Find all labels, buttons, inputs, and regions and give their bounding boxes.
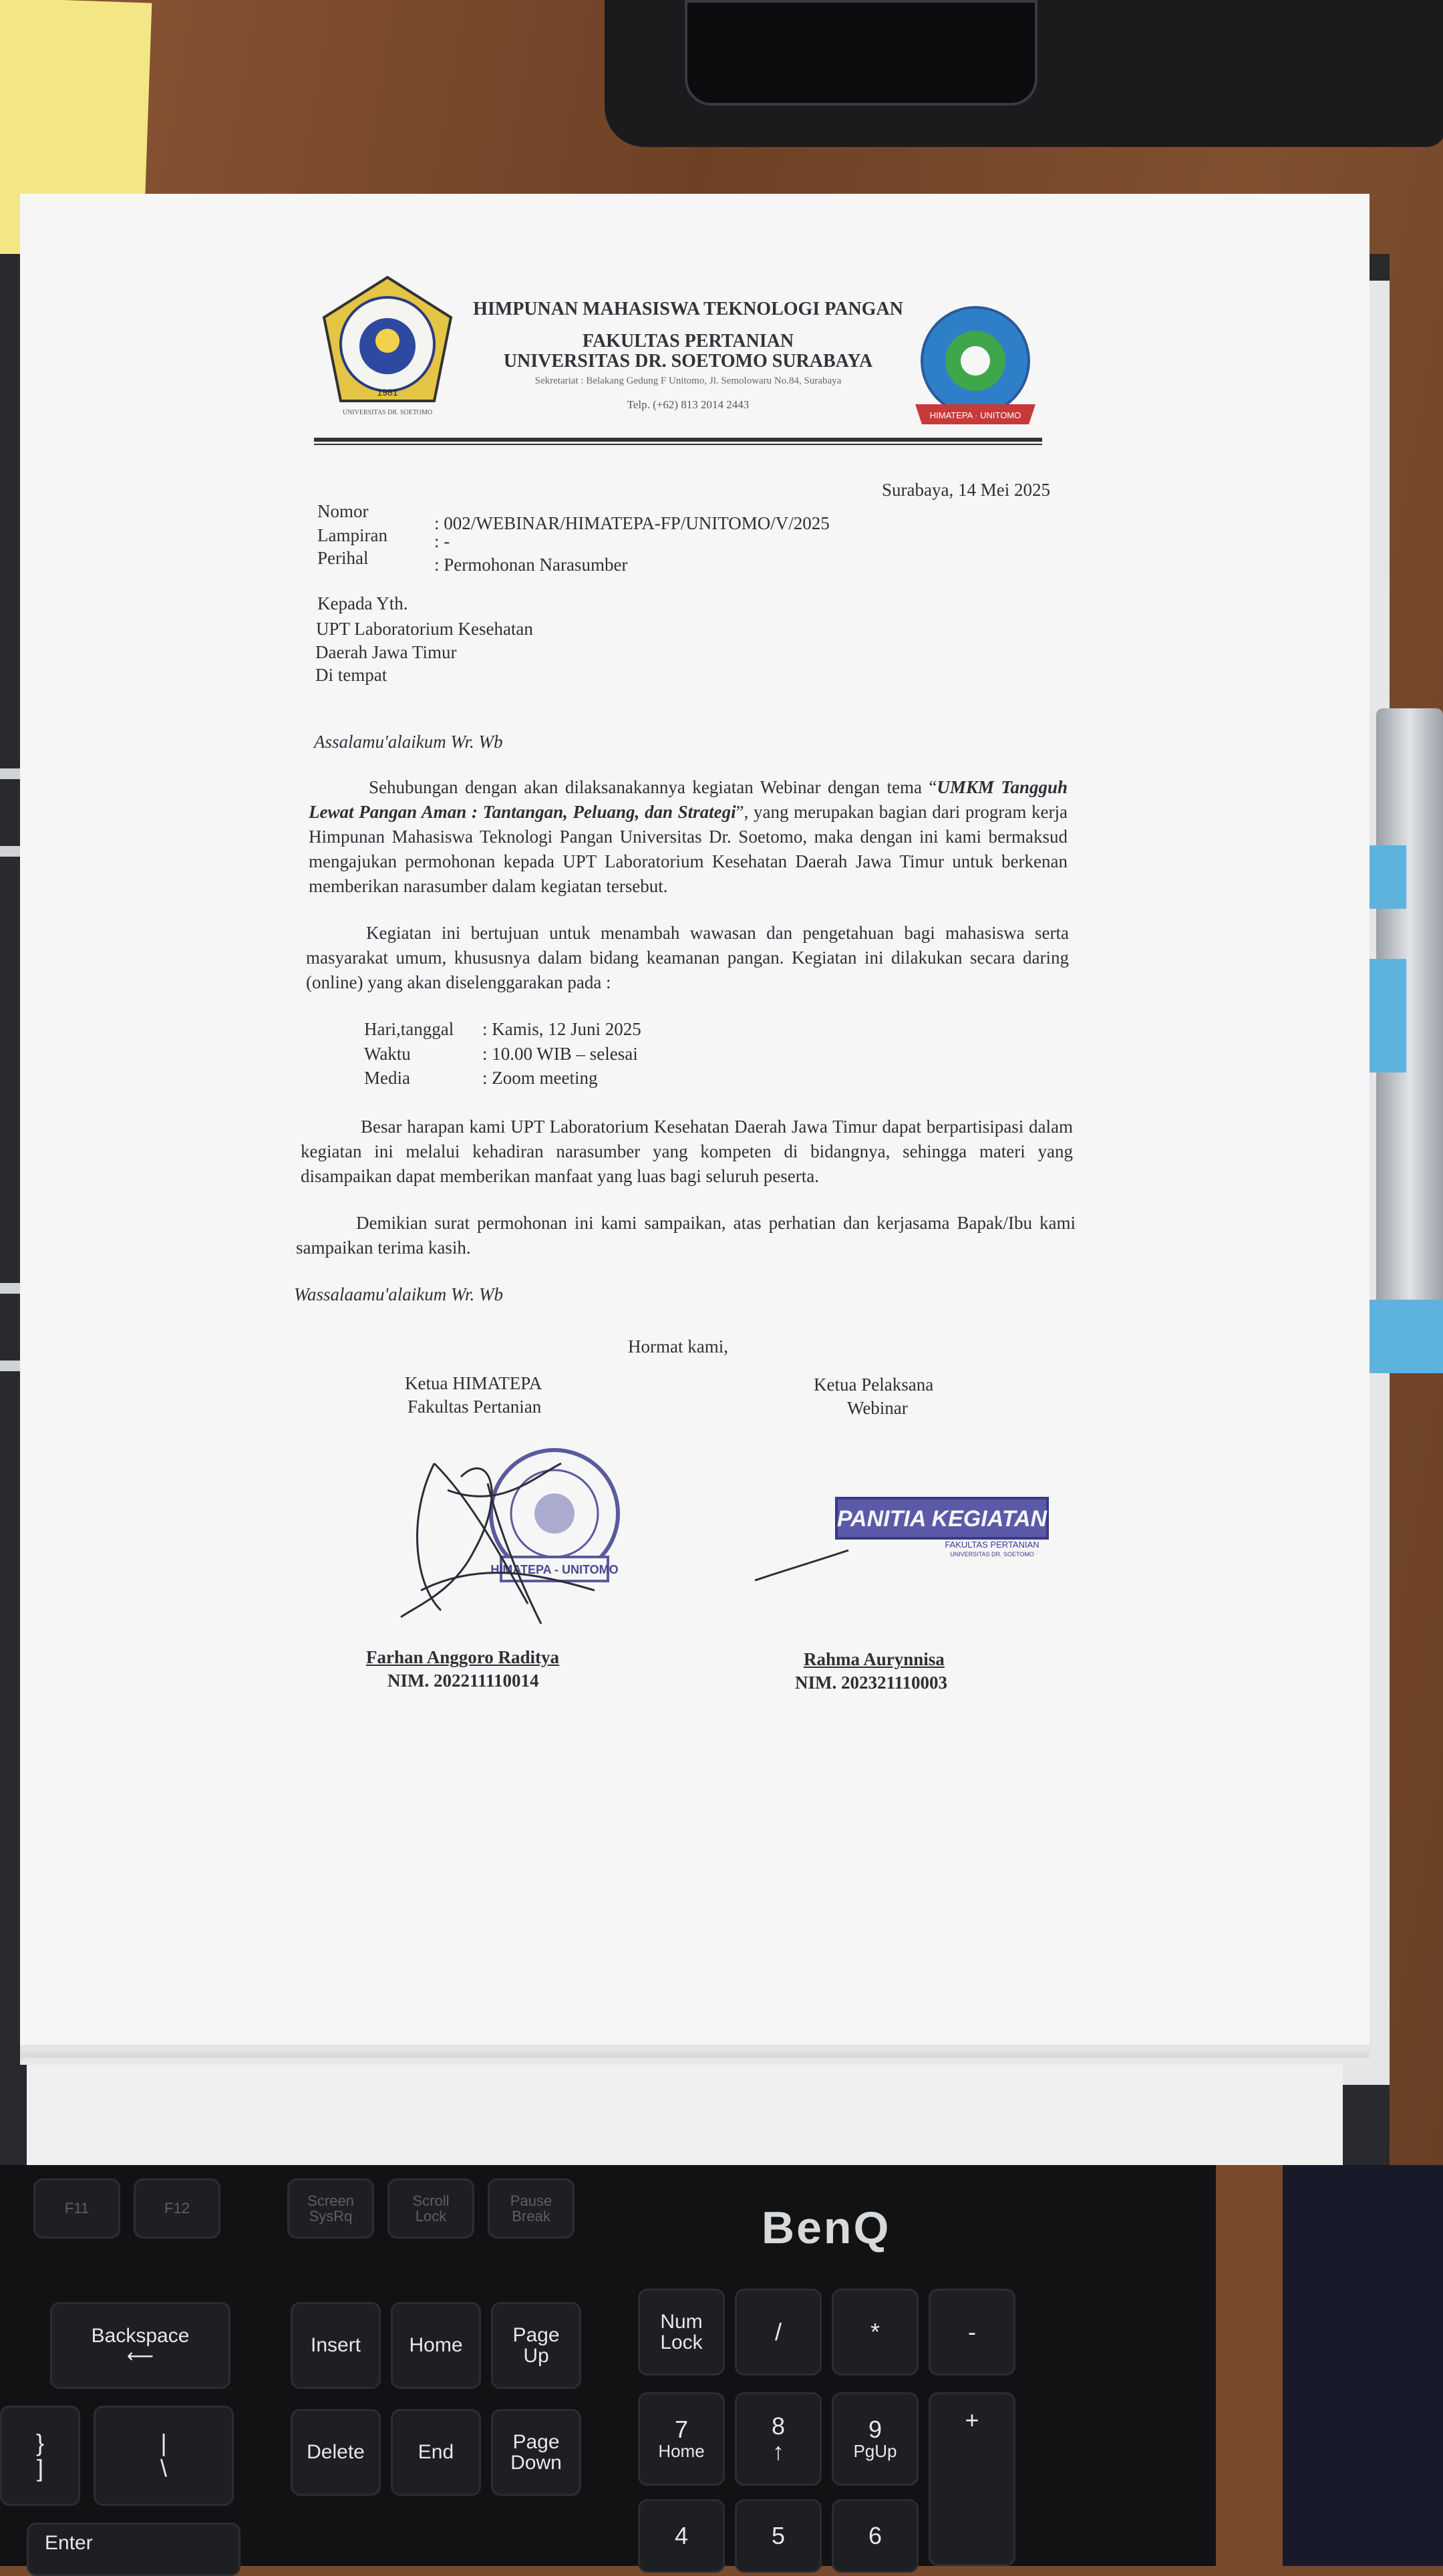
recipient-line: UPT Laboratorium Kesehatan xyxy=(316,619,533,639)
phone-screen xyxy=(685,0,1037,106)
desk-strip xyxy=(1216,2165,1283,2566)
place-date: Surabaya, 14 Mei 2025 xyxy=(882,480,1050,500)
committee-stamp xyxy=(835,1497,1049,1557)
meta-value: : 002/WEBINAR/HIMATEPA-FP/UNITOMO/V/2025 xyxy=(434,513,830,533)
schedule-value: : 10.00 WIB – selesai xyxy=(482,1044,638,1064)
himatepa-logo xyxy=(909,304,1042,431)
signer-name: Rahma Aurynnisa xyxy=(804,1649,945,1669)
key-numpad-6[interactable]: 6 xyxy=(832,2499,919,2573)
key-numpad-9[interactable]: 9 PgUp xyxy=(832,2392,919,2486)
key-print-screen[interactable]: Screen SysRq xyxy=(287,2178,374,2239)
phone xyxy=(605,0,1443,147)
university-logo-caption: UNIVERSITAS DR. SOETOMO xyxy=(342,409,433,416)
key-end[interactable]: End xyxy=(391,2409,481,2496)
key-backslash[interactable]: | \ xyxy=(94,2406,234,2506)
schedule-value: : Zoom meeting xyxy=(482,1068,598,1088)
letterhead-line3: UNIVERSITAS DR. SOETOMO SURABAYA xyxy=(503,351,873,372)
key-right-brace[interactable]: } ] xyxy=(0,2406,80,2506)
regards: Hormat kami, xyxy=(628,1336,728,1356)
recipient-line: Di tempat xyxy=(315,665,387,685)
key-numpad-4[interactable]: 4 xyxy=(638,2499,725,2573)
signer-nim: NIM. 202211110014 xyxy=(387,1671,539,1691)
signer-title: Fakultas Pertanian xyxy=(408,1397,542,1417)
key-backspace[interactable]: Backspace ⟵ xyxy=(50,2302,230,2389)
letterhead-line2: FAKULTAS PERTANIAN xyxy=(582,331,794,351)
key-delete[interactable]: Delete xyxy=(291,2409,381,2496)
key-numpad-7[interactable]: 7 Home xyxy=(638,2392,725,2486)
schedule-label: Waktu xyxy=(364,1044,411,1064)
recipient-line: Kepada Yth. xyxy=(317,593,408,613)
recipient-line: Daerah Jawa Timur xyxy=(315,642,457,662)
svg-text:1981: 1981 xyxy=(377,387,398,398)
svg-text:HIMATEPA · UNITOMO: HIMATEPA · UNITOMO xyxy=(929,410,1021,420)
letterhead-line1: HIMPUNAN MAHASISWA TEKNOLOGI PANGAN xyxy=(473,299,903,319)
schedule-label: Media xyxy=(364,1068,410,1088)
keyboard-brand-logo: BenQ xyxy=(762,2202,891,2253)
key-home[interactable]: Home xyxy=(391,2302,481,2389)
key-numpad-minus[interactable]: - xyxy=(929,2289,1015,2376)
signer-nim: NIM. 202321110003 xyxy=(795,1673,948,1693)
key-f11[interactable]: F11 xyxy=(33,2178,120,2239)
letterhead-rule-thin xyxy=(314,444,1042,445)
key-numpad-star[interactable]: * xyxy=(832,2289,919,2376)
closing: Wassalaamu'alaikum Wr. Wb xyxy=(294,1284,504,1304)
key-numpad-slash[interactable]: / xyxy=(735,2289,822,2376)
paragraph-4: Demikian surat permohonan ini kami sampaikan, atas perhatian dan kerjasama Bapak/Ibu kami sampaikan terima kasih. xyxy=(296,1213,1076,1258)
svg-text:HIMATEPA - UNITOMO: HIMATEPA - UNITOMO xyxy=(490,1563,619,1576)
university-logo xyxy=(317,274,458,408)
letterhead-address: Sekretariat : Belakang Gedung F Unitomo, Jl. Semolowaru No.84, Surabaya xyxy=(534,376,842,386)
key-insert[interactable]: Insert xyxy=(291,2302,381,2389)
key-page-down[interactable]: Page Down xyxy=(491,2409,581,2496)
schedule-value: : Kamis, 12 Juni 2025 xyxy=(482,1019,641,1039)
letterhead-rule xyxy=(314,438,1042,442)
signature-rahma xyxy=(752,1544,852,1584)
paragraph-1: Sehubungan dengan akan dilaksanakannya kegiatan Webinar dengan tema “UMKM Tangguh Lewat Pangan Aman : Tantangan, Peluang, dan Strategi”, yang merupakan bagian dari program kerja Himpunan Mahasiswa Teknologi Pangan Universitas Dr. Soetomo, maka dengan ini kami bermaksud mengajukan permohonan kepada UPT Laboratorium Kesehatan Daerah Jawa Timur untuk berkenan memberikan narasumber dalam kegiatan tersebut. xyxy=(309,777,1068,896)
key-numpad-8[interactable]: 8 ↑ xyxy=(735,2392,822,2486)
key-enter[interactable]: Enter xyxy=(27,2523,240,2576)
meta-label: Nomor xyxy=(317,501,369,521)
schedule-label: Hari,tanggal xyxy=(364,1019,454,1039)
signature-farhan xyxy=(394,1437,635,1630)
signer-title: Ketua HIMATEPA xyxy=(405,1373,542,1393)
meta-value: : Permohonan Narasumber xyxy=(434,555,628,575)
key-page-up[interactable]: Page Up xyxy=(491,2302,581,2389)
key-numpad-plus[interactable]: + xyxy=(929,2392,1015,2566)
meta-value: : - xyxy=(434,531,450,551)
key-numpad-5[interactable]: 5 xyxy=(735,2499,822,2573)
signer-name: Farhan Anggoro Raditya xyxy=(366,1647,560,1667)
meta-label: Lampiran xyxy=(317,525,387,545)
key-scroll-lock[interactable]: Scroll Lock xyxy=(387,2178,474,2239)
key-pause[interactable]: Pause Break xyxy=(488,2178,575,2239)
letterhead-phone: Telp. (+62) 813 2014 2443 xyxy=(627,398,750,411)
paragraph-3: Besar harapan kami UPT Laboratorium Kesehatan Daerah Jawa Timur dapat berpartisipasi dalam kegiatan ini melalui kehadiran narasumber yang kompeten di bidangnya, sehingga materi yang disampaikan dapat memberikan manfaat yang luas bagi seluruh peserta. xyxy=(301,1117,1073,1186)
svg-text:FAKULTAS PERTANIAN: FAKULTAS PERTANIAN xyxy=(945,1540,1039,1550)
key-f12[interactable]: F12 xyxy=(134,2178,220,2239)
webinar-theme: UMKM Tangguh Lewat Pangan Aman : Tantangan, Peluang, dan Strategi xyxy=(309,777,1068,822)
svg-text:UNIVERSITAS DR. SOETOMO: UNIVERSITAS DR. SOETOMO xyxy=(950,1551,1034,1557)
signer-title: Ketua Pelaksana xyxy=(814,1375,934,1395)
meta-label: Perihal xyxy=(317,548,369,568)
key-num-lock[interactable]: Num Lock xyxy=(638,2289,725,2376)
signer-title: Webinar xyxy=(847,1398,908,1418)
paragraph-2: Kegiatan ini bertujuan untuk menambah wawasan dan pengetahuan bagi mahasiswa serta masyarakat umum, khususnya dalam bidang keamanan pangan. Kegiatan ini dilakukan secara daring (online) yang akan diselenggarakan pada : xyxy=(306,923,1069,992)
greeting: Assalamu'alaikum Wr. Wb xyxy=(314,732,503,752)
svg-text:PANITIA KEGIATAN: PANITIA KEGIATAN xyxy=(836,1506,1048,1532)
